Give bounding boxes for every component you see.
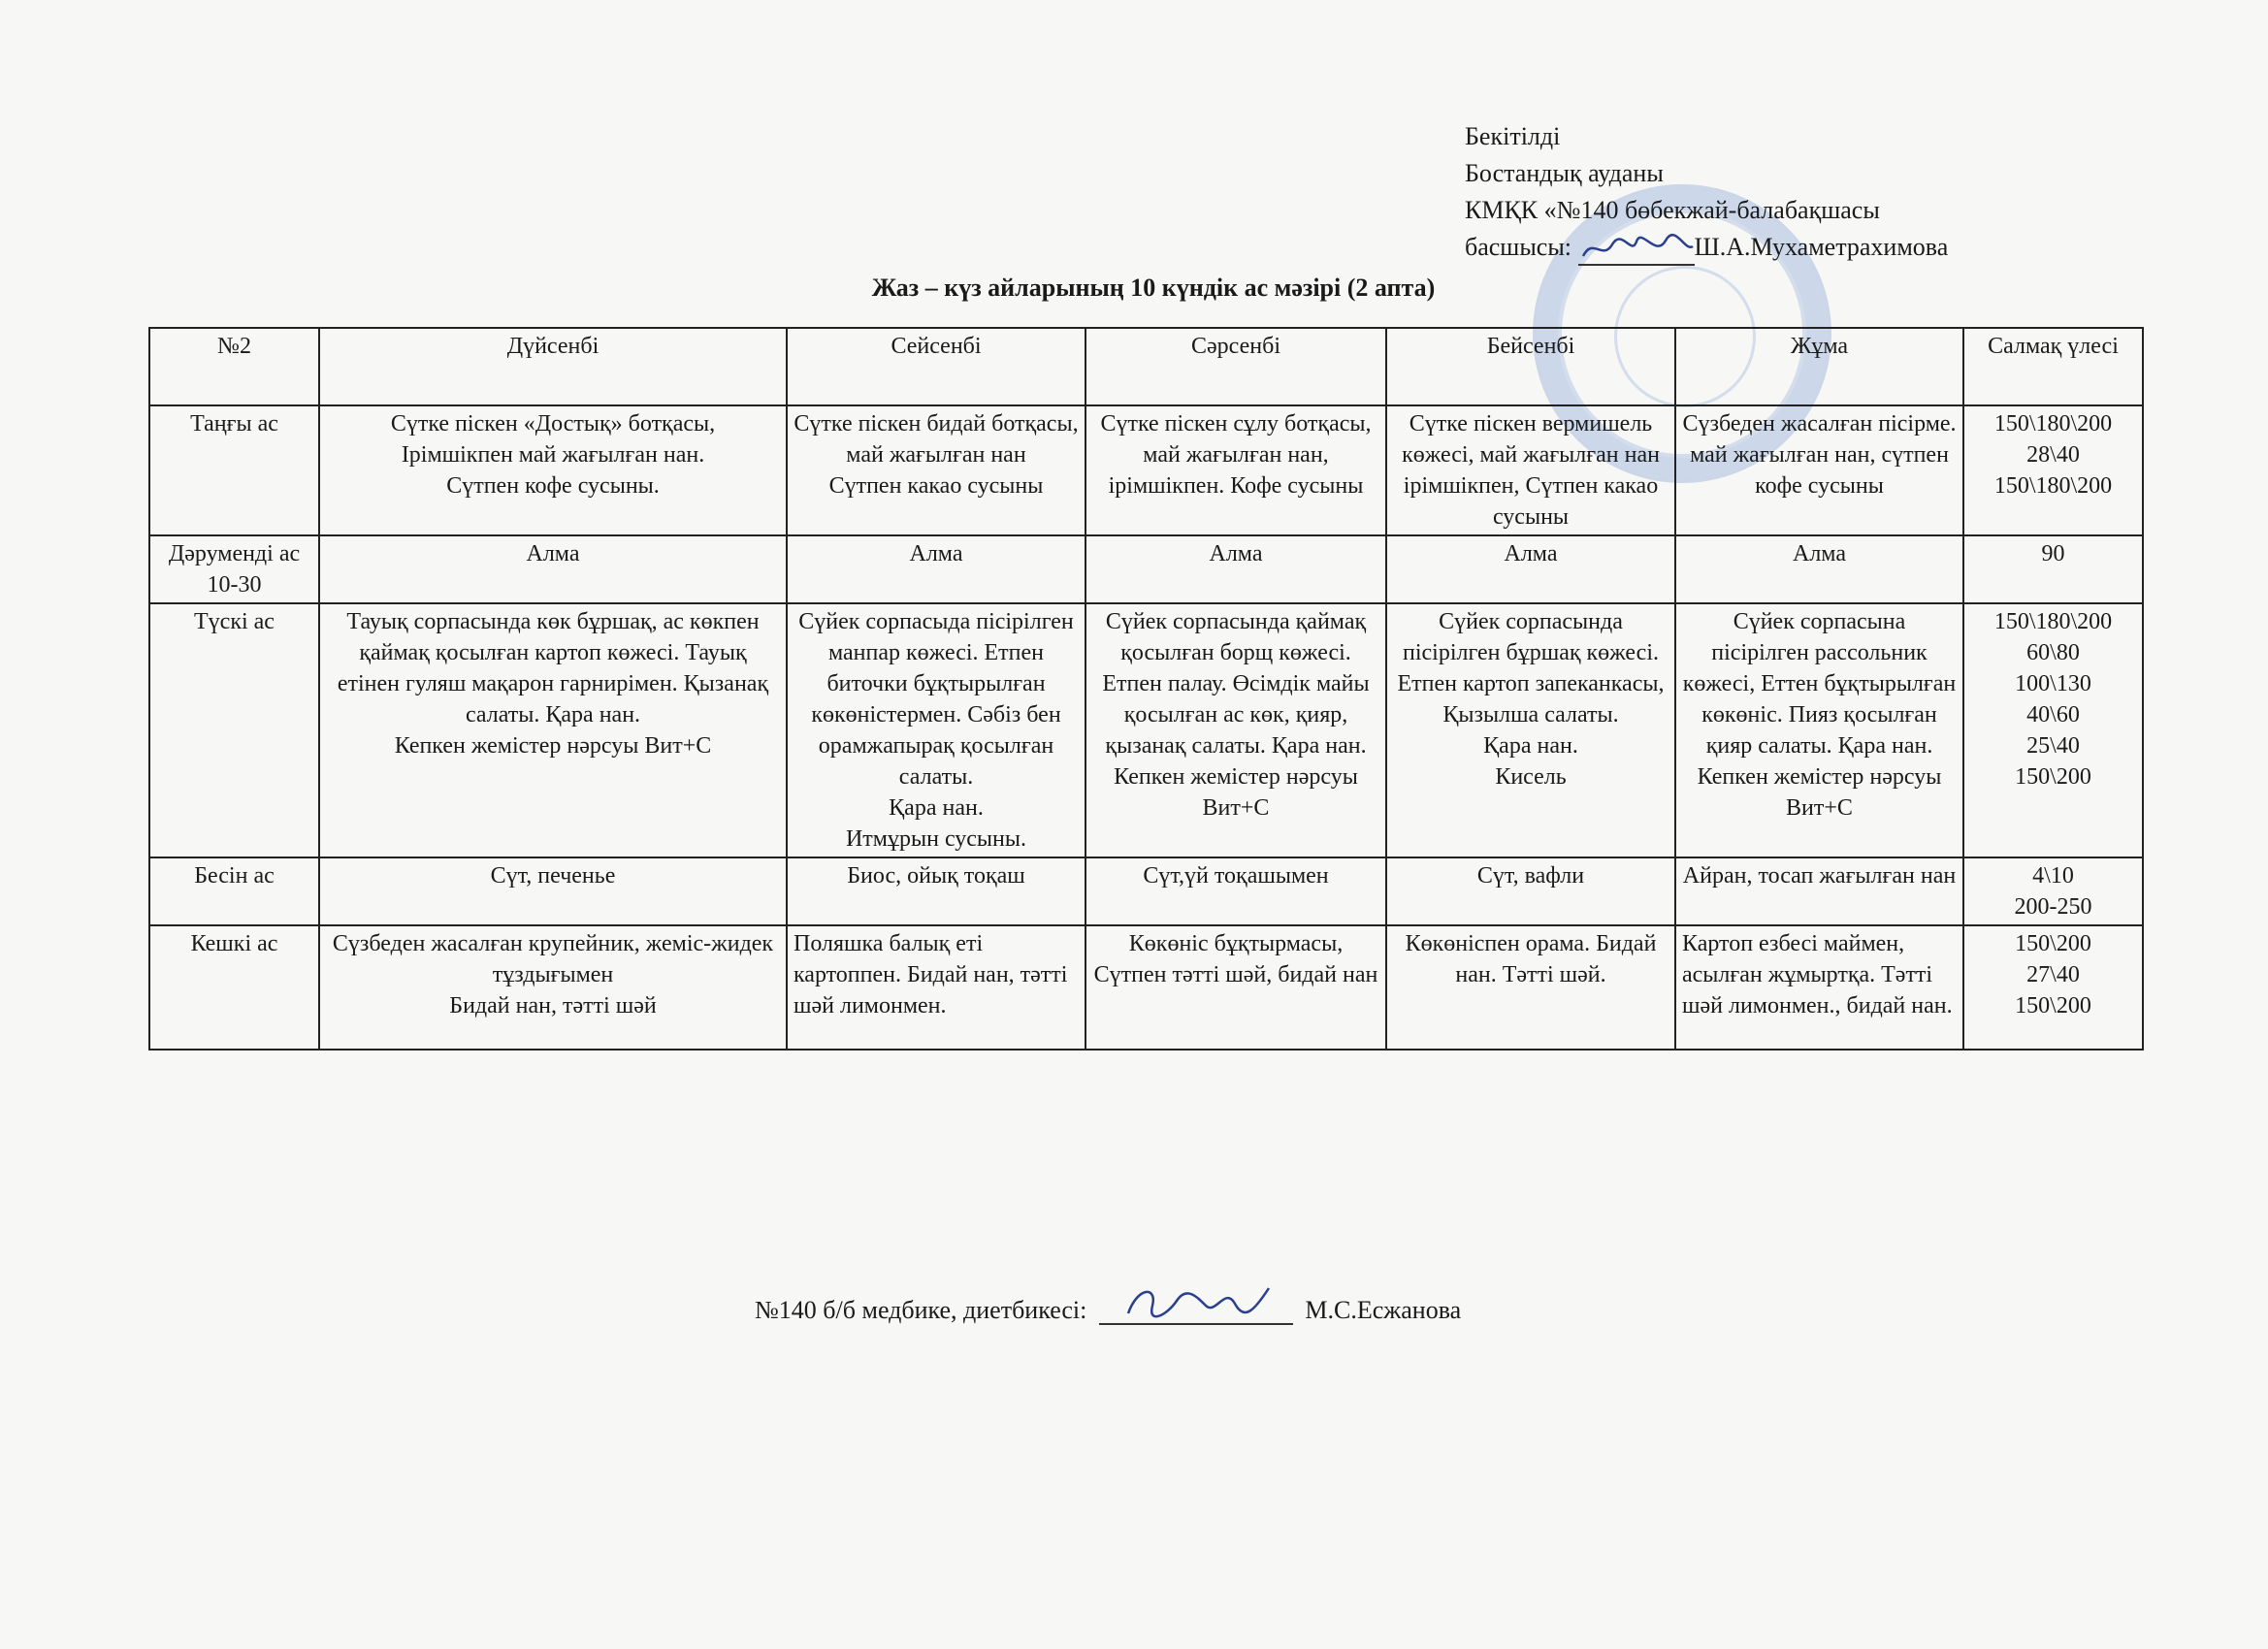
- column-header: Бейсенбі: [1386, 328, 1675, 405]
- dish-cell: Айран, тосап жағылған нан: [1675, 857, 1963, 925]
- meal-name-cell: Бесін ас: [149, 857, 319, 925]
- dish-cell: Сүйек сорпасында қаймақ қосылған борщ көжесі. Етпен палау. Өсімдік майы қосылған ас көк, қияр, қызанақ салаты. Қара нан. Кепкен жемістер нәрсуы Вит+С: [1085, 603, 1386, 857]
- dish-cell: Поляшка балық еті картоппен. Бидай нан, тәтті шәй лимонмен.: [787, 925, 1085, 1050]
- meal-name-cell: Дәруменді ас 10-30: [149, 535, 319, 603]
- document-title: Жаз – күз айларының 10 күндік ас мәзірі (2 апта): [871, 274, 1436, 302]
- column-header: Жұма: [1675, 328, 1963, 405]
- dish-cell: Биос, ойық тоқаш: [787, 857, 1085, 925]
- table-row: [149, 925, 2143, 1050]
- dish-cell: Сүт, вафли: [1386, 857, 1675, 925]
- weight-cell: 150\180\200 60\80 100\130 40\60 25\40 150\200: [1963, 603, 2143, 857]
- table-header-row: [149, 328, 2143, 405]
- dish-cell: Сүйек сорпасыда пісірілген манпар көжесі. Етпен биточки бұқтырылған көкөністермен. Сәбіз бен орамжапырақ қосылған салаты. Қара нан. Итмұрын сусыны.: [787, 603, 1085, 857]
- meal-name-cell: Кешкі ас: [149, 925, 319, 1050]
- table-row: [149, 857, 2143, 925]
- table-row: [149, 405, 2143, 535]
- nurse-signature: [1099, 1298, 1293, 1325]
- dish-cell: Алма: [1386, 535, 1675, 603]
- column-header: Сәрсенбі: [1085, 328, 1386, 405]
- column-header: Салмақ үлесі: [1963, 328, 2143, 405]
- dish-cell: Сүт, печенье: [319, 857, 787, 925]
- director-name: Ш.А.Мухаметрахимова: [1694, 233, 1949, 261]
- director-signature: [1578, 239, 1695, 266]
- dish-cell: Алма: [787, 535, 1085, 603]
- menu-table: [148, 327, 2144, 1051]
- dish-cell: Сүйек сорпасына пісірілген рассольник көжесі, Еттен бұқтырылған көкөніс. Пияз қосылған қияр салаты. Қара нан. Кепкен жемістер нәрсуы Вит+С: [1675, 603, 1963, 857]
- footer-signature-line: [755, 1296, 1461, 1325]
- footer-position: №140 б/б медбике, диетбикесі:: [755, 1296, 1087, 1324]
- approval-line-2: Бостандық ауданы: [1465, 159, 1664, 187]
- dish-cell: Картоп езбесі маймен, асылған жұмыртқа. Тәтті шәй лимонмен., бидай нан.: [1675, 925, 1963, 1050]
- dish-cell: Сүтке піскен вермишель көжесі, май жағылған нан ірімшікпен, Сүтпен какао сусыны: [1386, 405, 1675, 535]
- dish-cell: Сүзбеден жасалған крупейник, жеміс-жидек тұздығымен Бидай нан, тәтті шәй: [319, 925, 787, 1050]
- column-header: Дүйсенбі: [319, 328, 787, 405]
- dish-cell: Көкөніс бұқтырмасы, Сүтпен тәтті шәй, бидай нан: [1085, 925, 1386, 1050]
- approval-line-4: [1465, 229, 1948, 266]
- approval-block: [1465, 118, 1948, 266]
- dish-cell: Алма: [1675, 535, 1963, 603]
- approval-position: басшысы:: [1465, 233, 1572, 261]
- weight-cell: 150\200 27\40 150\200: [1963, 925, 2143, 1050]
- dish-cell: Сүзбеден жасалған пісірме. май жағылған нан, сүтпен кофе сусыны: [1675, 405, 1963, 535]
- approval-line-1: Бекітілді: [1465, 122, 1561, 150]
- dish-cell: Сүйек сорпасында пісірілген бұршақ көжесі. Етпен картоп запеканкасы, Қызылша салаты. Қара нан. Кисель: [1386, 603, 1675, 857]
- table-row: [149, 603, 2143, 857]
- column-header: Сейсенбі: [787, 328, 1085, 405]
- weight-cell: 90: [1963, 535, 2143, 603]
- footer-name: М.С.Есжанова: [1305, 1296, 1462, 1324]
- dish-cell: Сүтке піскен бидай ботқасы, май жағылған нан Сүтпен какао сусыны: [787, 405, 1085, 535]
- weight-cell: 150\180\200 28\40 150\180\200: [1963, 405, 2143, 535]
- approval-line-3: КМҚК «№140 бөбекжай-балабақшасы: [1465, 196, 1880, 224]
- column-header: №2: [149, 328, 319, 405]
- dish-cell: Алма: [319, 535, 787, 603]
- dish-cell: Сүтке піскен сұлу ботқасы, май жағылған нан, ірімшікпен. Кофе сусыны: [1085, 405, 1386, 535]
- dish-cell: Сүт,үй тоқашымен: [1085, 857, 1386, 925]
- dish-cell: Тауық сорпасында көк бұршақ, ас көкпен қаймақ қосылған картоп көжесі. Тауық етінен гуляш мақарон гарнирімен. Қызанақ салаты. Қара нан. Кепкен жемістер нәрсуы Вит+С: [319, 603, 787, 857]
- dish-cell: Алма: [1085, 535, 1386, 603]
- table-row: [149, 535, 2143, 603]
- dish-cell: Көкөніспен орама. Бидай нан. Тәтті шәй.: [1386, 925, 1675, 1050]
- meal-name-cell: Түскі ас: [149, 603, 319, 857]
- dish-cell: Сүтке піскен «Достық» ботқасы, Ірімшікпен май жағылған нан. Сүтпен кофе сусыны.: [319, 405, 787, 535]
- meal-name-cell: Таңғы ас: [149, 405, 319, 535]
- weight-cell: 4\10 200-250: [1963, 857, 2143, 925]
